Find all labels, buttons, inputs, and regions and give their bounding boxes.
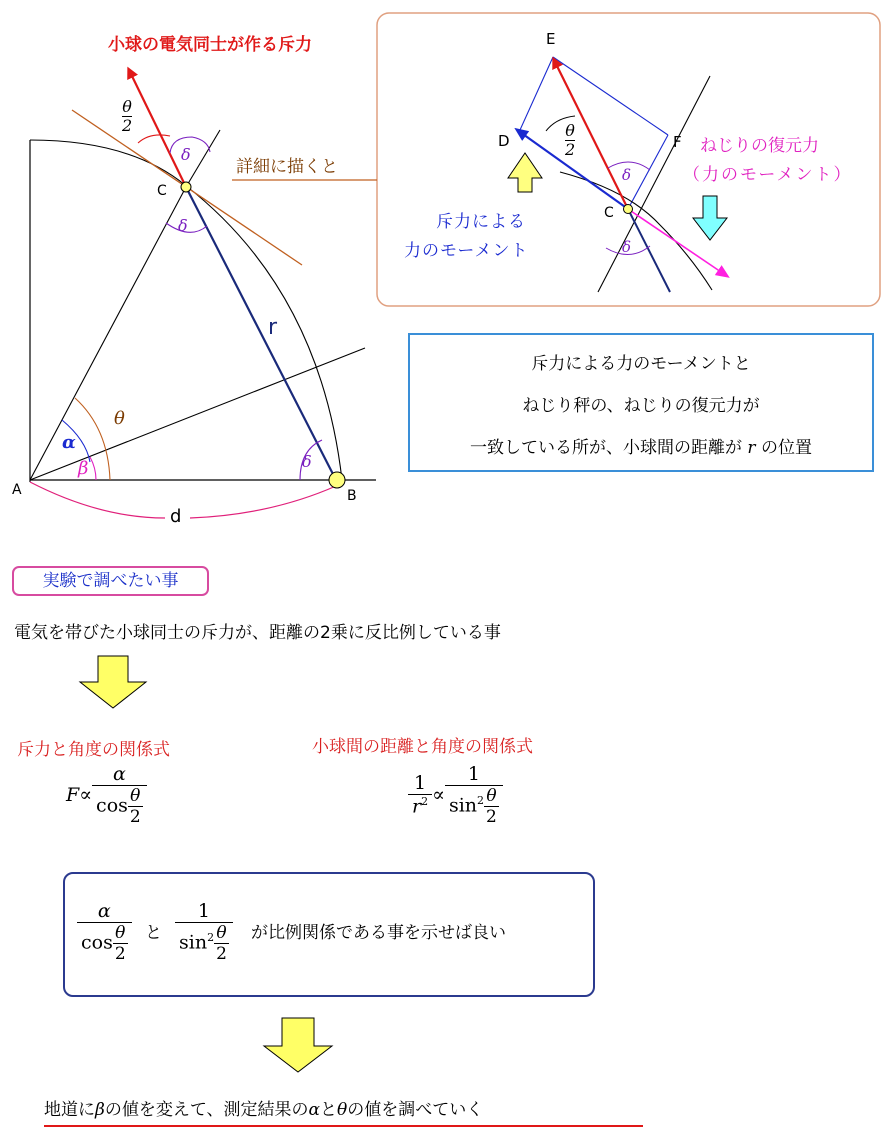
conclusion-alpha: α [308, 1100, 320, 1120]
distance-formula [408, 763, 503, 827]
point-C-dot [181, 182, 191, 192]
cond-frac-2 [175, 900, 233, 964]
distance-two: 2 [486, 807, 497, 827]
beta-label: β [78, 458, 89, 479]
detail-theta-den: 2 [565, 140, 576, 159]
force-two: 2 [129, 807, 141, 827]
theta-label: θ [114, 408, 125, 429]
d-label: d [170, 506, 182, 527]
distance-left-frac [408, 772, 432, 817]
beta-arc [90, 457, 96, 480]
point-C-label: C [157, 183, 167, 199]
condition-box [63, 872, 595, 997]
repulsion-arrow [130, 72, 186, 187]
conclusion-p2: の値を変えて、測定結果の [104, 1100, 309, 1120]
info-line-3 [410, 433, 872, 458]
cond-theta-frac-2 [214, 923, 229, 964]
conclusion-beta: β [95, 1100, 105, 1120]
force-heading: 斥力と角度の関係式 [17, 740, 170, 760]
cond-and: と [145, 923, 162, 943]
delta-label-B: δ [302, 452, 312, 471]
point-F-label: F [673, 133, 682, 151]
cond-sin-den [175, 922, 233, 964]
cond-one: 1 [197, 900, 210, 922]
force-fraction [92, 763, 147, 827]
cond-two-1: 2 [114, 944, 126, 964]
experiment-description: 電気を帯びた小球同士の斥力が、距離の2乗に反比例している事 [14, 623, 501, 643]
distance-sin-den [445, 785, 503, 827]
distance-theta: θ [486, 786, 497, 806]
point-B-label: B [347, 488, 357, 504]
cond-frac-1-wrap [77, 900, 132, 964]
force-theta-frac [128, 786, 143, 827]
distance-theta-frac [484, 786, 499, 827]
force-formula [66, 763, 147, 827]
point-E-label: E [546, 30, 556, 48]
force-prop: ∝ [79, 784, 93, 806]
cond-cos-den [77, 922, 132, 964]
point-A-label: A [12, 482, 22, 498]
cond-text: が比例関係である事を示せば良い [251, 923, 506, 943]
cond-alpha: α [97, 900, 111, 922]
detail-delta-1: δ [622, 166, 632, 184]
info-line-2: ねじり秤の、ねじりの復元力が [522, 396, 760, 416]
experiment-tag: 実験で調べたい事 [12, 566, 209, 596]
distance-prop: ∝ [432, 784, 445, 806]
detail-delta-2: δ [622, 238, 632, 256]
force-F: F [66, 784, 80, 806]
force-den [92, 785, 147, 827]
info-box [408, 333, 874, 472]
repulsion-label: 小球の電気同士が作る斥力 [108, 35, 312, 55]
detail-theta-half [565, 122, 575, 159]
theta-half-den: 2 [122, 116, 133, 135]
distance-one-left: 1 [414, 772, 427, 795]
force-cos: cos [96, 794, 128, 817]
alpha-label: α [62, 432, 76, 453]
cond-cos: cos [81, 931, 113, 954]
info-line-1: 斥力による力のモーメントと [531, 354, 751, 374]
r-label: r [268, 315, 278, 340]
flow-arrow-2 [264, 1018, 332, 1072]
distance-sin-exp: 2 [477, 794, 485, 808]
cond-theta-2: θ [216, 923, 227, 943]
distance-one-right: 1 [467, 763, 480, 785]
cond-frac-1 [77, 900, 132, 964]
line-radial-C [186, 130, 220, 187]
d-arc [30, 482, 336, 518]
restoring-label-2: （力のモーメント） [683, 165, 853, 185]
theta-half-num: θ [122, 97, 132, 116]
info-line-3-suffix: の位置 [760, 438, 812, 458]
line-AC [30, 187, 186, 480]
restoring-label-1: ねじりの復元力 [700, 136, 819, 156]
line-r [186, 187, 336, 480]
delta-label-C-above: δ [181, 145, 191, 164]
distance-sin: sin [448, 794, 478, 817]
distance-right-frac [445, 763, 503, 827]
point-B-dot [329, 472, 345, 488]
flow-arrow-1 [80, 656, 146, 708]
force-num: α [112, 763, 126, 785]
distance-r-exp: 2 [421, 795, 429, 809]
delta-label-C-below: δ [178, 216, 188, 235]
distance-r: r [412, 795, 422, 818]
cond-sin: sin [179, 931, 208, 954]
conclusion-line [44, 1095, 483, 1120]
conclusion-p3: と [319, 1100, 337, 1120]
force-theta: θ [130, 786, 141, 806]
detail-point-C-label: C [604, 205, 614, 221]
conclusion-p1: 地道に [44, 1100, 95, 1120]
cond-sin-exp: 2 [207, 931, 215, 945]
main-diagram [0, 0, 893, 560]
distance-r-sq [408, 794, 432, 817]
detail-point-C-dot [624, 205, 633, 214]
cond-two-2: 2 [216, 944, 227, 964]
info-line-3-var: r [747, 438, 756, 458]
point-D-label: D [498, 132, 510, 150]
theta-half-label [122, 98, 132, 135]
moment-label-2: 力のモーメント [404, 241, 529, 261]
conclusion-theta: θ [336, 1100, 348, 1120]
conclusion-p4: の値を調べていく [347, 1100, 484, 1120]
detail-theta-num: θ [565, 121, 575, 140]
detail-label: 詳細に描くと [236, 157, 338, 177]
cond-theta-1: θ [115, 923, 126, 943]
distance-heading: 小球間の距離と角度の関係式 [312, 737, 533, 757]
info-line-3-prefix: 一致している所が、小球間の距離が [470, 438, 743, 458]
cond-frac-2-wrap [175, 900, 233, 964]
moment-label-1: 斥力による [436, 212, 526, 232]
cond-theta-frac-1 [113, 923, 128, 964]
